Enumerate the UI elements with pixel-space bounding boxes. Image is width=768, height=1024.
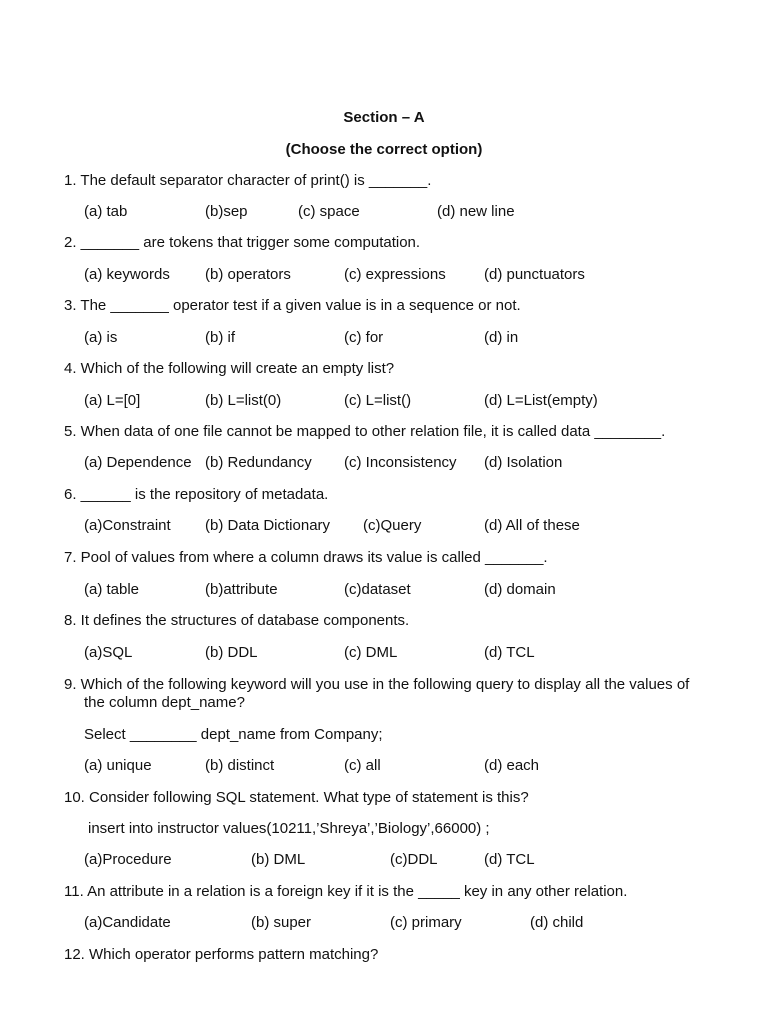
q9-option-c: (c) all — [344, 757, 381, 774]
q1-option-c: (c) space — [298, 203, 360, 220]
q6-option-d: (d) All of these — [484, 517, 580, 534]
q11-option-d: (d) child — [530, 914, 584, 931]
q7-option-b: (b)attribute — [205, 581, 278, 598]
q8-option-c: (c) DML — [344, 644, 398, 661]
q3-option-d: (d) in — [484, 329, 519, 346]
q10-option-d: (d) TCL — [484, 851, 535, 868]
q4-option-d: (d) L=List(empty) — [484, 392, 598, 409]
q1-option-b: (b)sep — [205, 203, 248, 220]
q6-option-c: (c)Query — [363, 517, 422, 534]
q6-option-a: (a)Constraint — [84, 517, 171, 534]
q6-option-b: (b) Data Dictionary — [205, 517, 331, 534]
question-6-text: 6. ______ is the repository of metadata. — [64, 486, 329, 503]
q3-option-b: (b) if — [205, 329, 235, 346]
q3-option-c: (c) for — [344, 329, 384, 346]
q5-option-a: (a) Dependence — [84, 454, 192, 471]
q4-option-b: (b) L=list(0) — [205, 392, 282, 409]
q4-option-a: (a) L=[0] — [84, 392, 141, 409]
question-8-text: 8. It defines the structures of database components. — [64, 612, 410, 629]
q9-option-a: (a) unique — [84, 757, 152, 774]
question-9-text: 9. Which of the following keyword will you use in the following query to display all the values of — [64, 676, 690, 693]
question-12-text: 12. Which operator performs pattern matching? — [64, 946, 379, 963]
question-7-text: 7. Pool of values from where a column draws its value is called _______. — [64, 549, 548, 566]
q9-option-b: (b) distinct — [205, 757, 275, 774]
question-9-query: Select ________ dept_name from Company; — [84, 726, 383, 743]
q5-option-c: (c) Inconsistency — [344, 454, 457, 471]
q7-option-c: (c)dataset — [344, 581, 411, 598]
q2-option-c: (c) expressions — [344, 266, 446, 283]
question-4-text: 4. Which of the following will create an empty list? — [64, 360, 395, 377]
q8-option-d: (d) TCL — [484, 644, 535, 661]
q8-option-a: (a)SQL — [84, 644, 133, 661]
question-5-text: 5. When data of one file cannot be mapped to other relation file, it is called data ________. — [64, 423, 666, 440]
q2-option-b: (b) operators — [205, 266, 291, 283]
q2-option-d: (d) punctuators — [484, 266, 585, 283]
q5-option-b: (b) Redundancy — [205, 454, 312, 471]
question-3-text: 3. The _______ operator test if a given value is in a sequence or not. — [64, 297, 521, 314]
q9-option-d: (d) each — [484, 757, 540, 774]
section-title: Section – A — [343, 109, 425, 126]
q10-option-b: (b) DML — [251, 851, 306, 868]
q10-option-c: (c)DDL — [390, 851, 438, 868]
q4-option-c: (c) L=list() — [344, 392, 412, 409]
q8-option-b: (b) DDL — [205, 644, 258, 661]
question-10-statement: insert into instructor values(10211,’Shreya’,’Biology’,66000) ; — [88, 820, 490, 837]
q10-option-a: (a)Procedure — [84, 851, 172, 868]
q7-option-d: (d) domain — [484, 581, 556, 598]
question-1-text: 1. The default separator character of print() is _______. — [64, 172, 432, 189]
q7-option-a: (a) table — [84, 581, 140, 598]
instruction: (Choose the correct option) — [285, 141, 483, 158]
question-9-text-continued: the column dept_name? — [84, 694, 245, 711]
question-11-text: 11. An attribute in a relation is a foreign key if it is the _____ key in any other relation. — [64, 883, 628, 900]
q2-option-a: (a) keywords — [84, 266, 170, 283]
q11-option-b: (b) super — [251, 914, 312, 931]
question-2-text: 2. _______ are tokens that trigger some computation. — [64, 234, 421, 251]
question-10-text: 10. Consider following SQL statement. What type of statement is this? — [64, 789, 529, 806]
q3-option-a: (a) is — [84, 329, 118, 346]
q1-option-a: (a) tab — [84, 203, 128, 220]
q11-option-c: (c) primary — [390, 914, 462, 931]
q11-option-a: (a)Candidate — [84, 914, 171, 931]
q5-option-d: (d) Isolation — [484, 454, 563, 471]
q1-option-d: (d) new line — [437, 203, 515, 220]
